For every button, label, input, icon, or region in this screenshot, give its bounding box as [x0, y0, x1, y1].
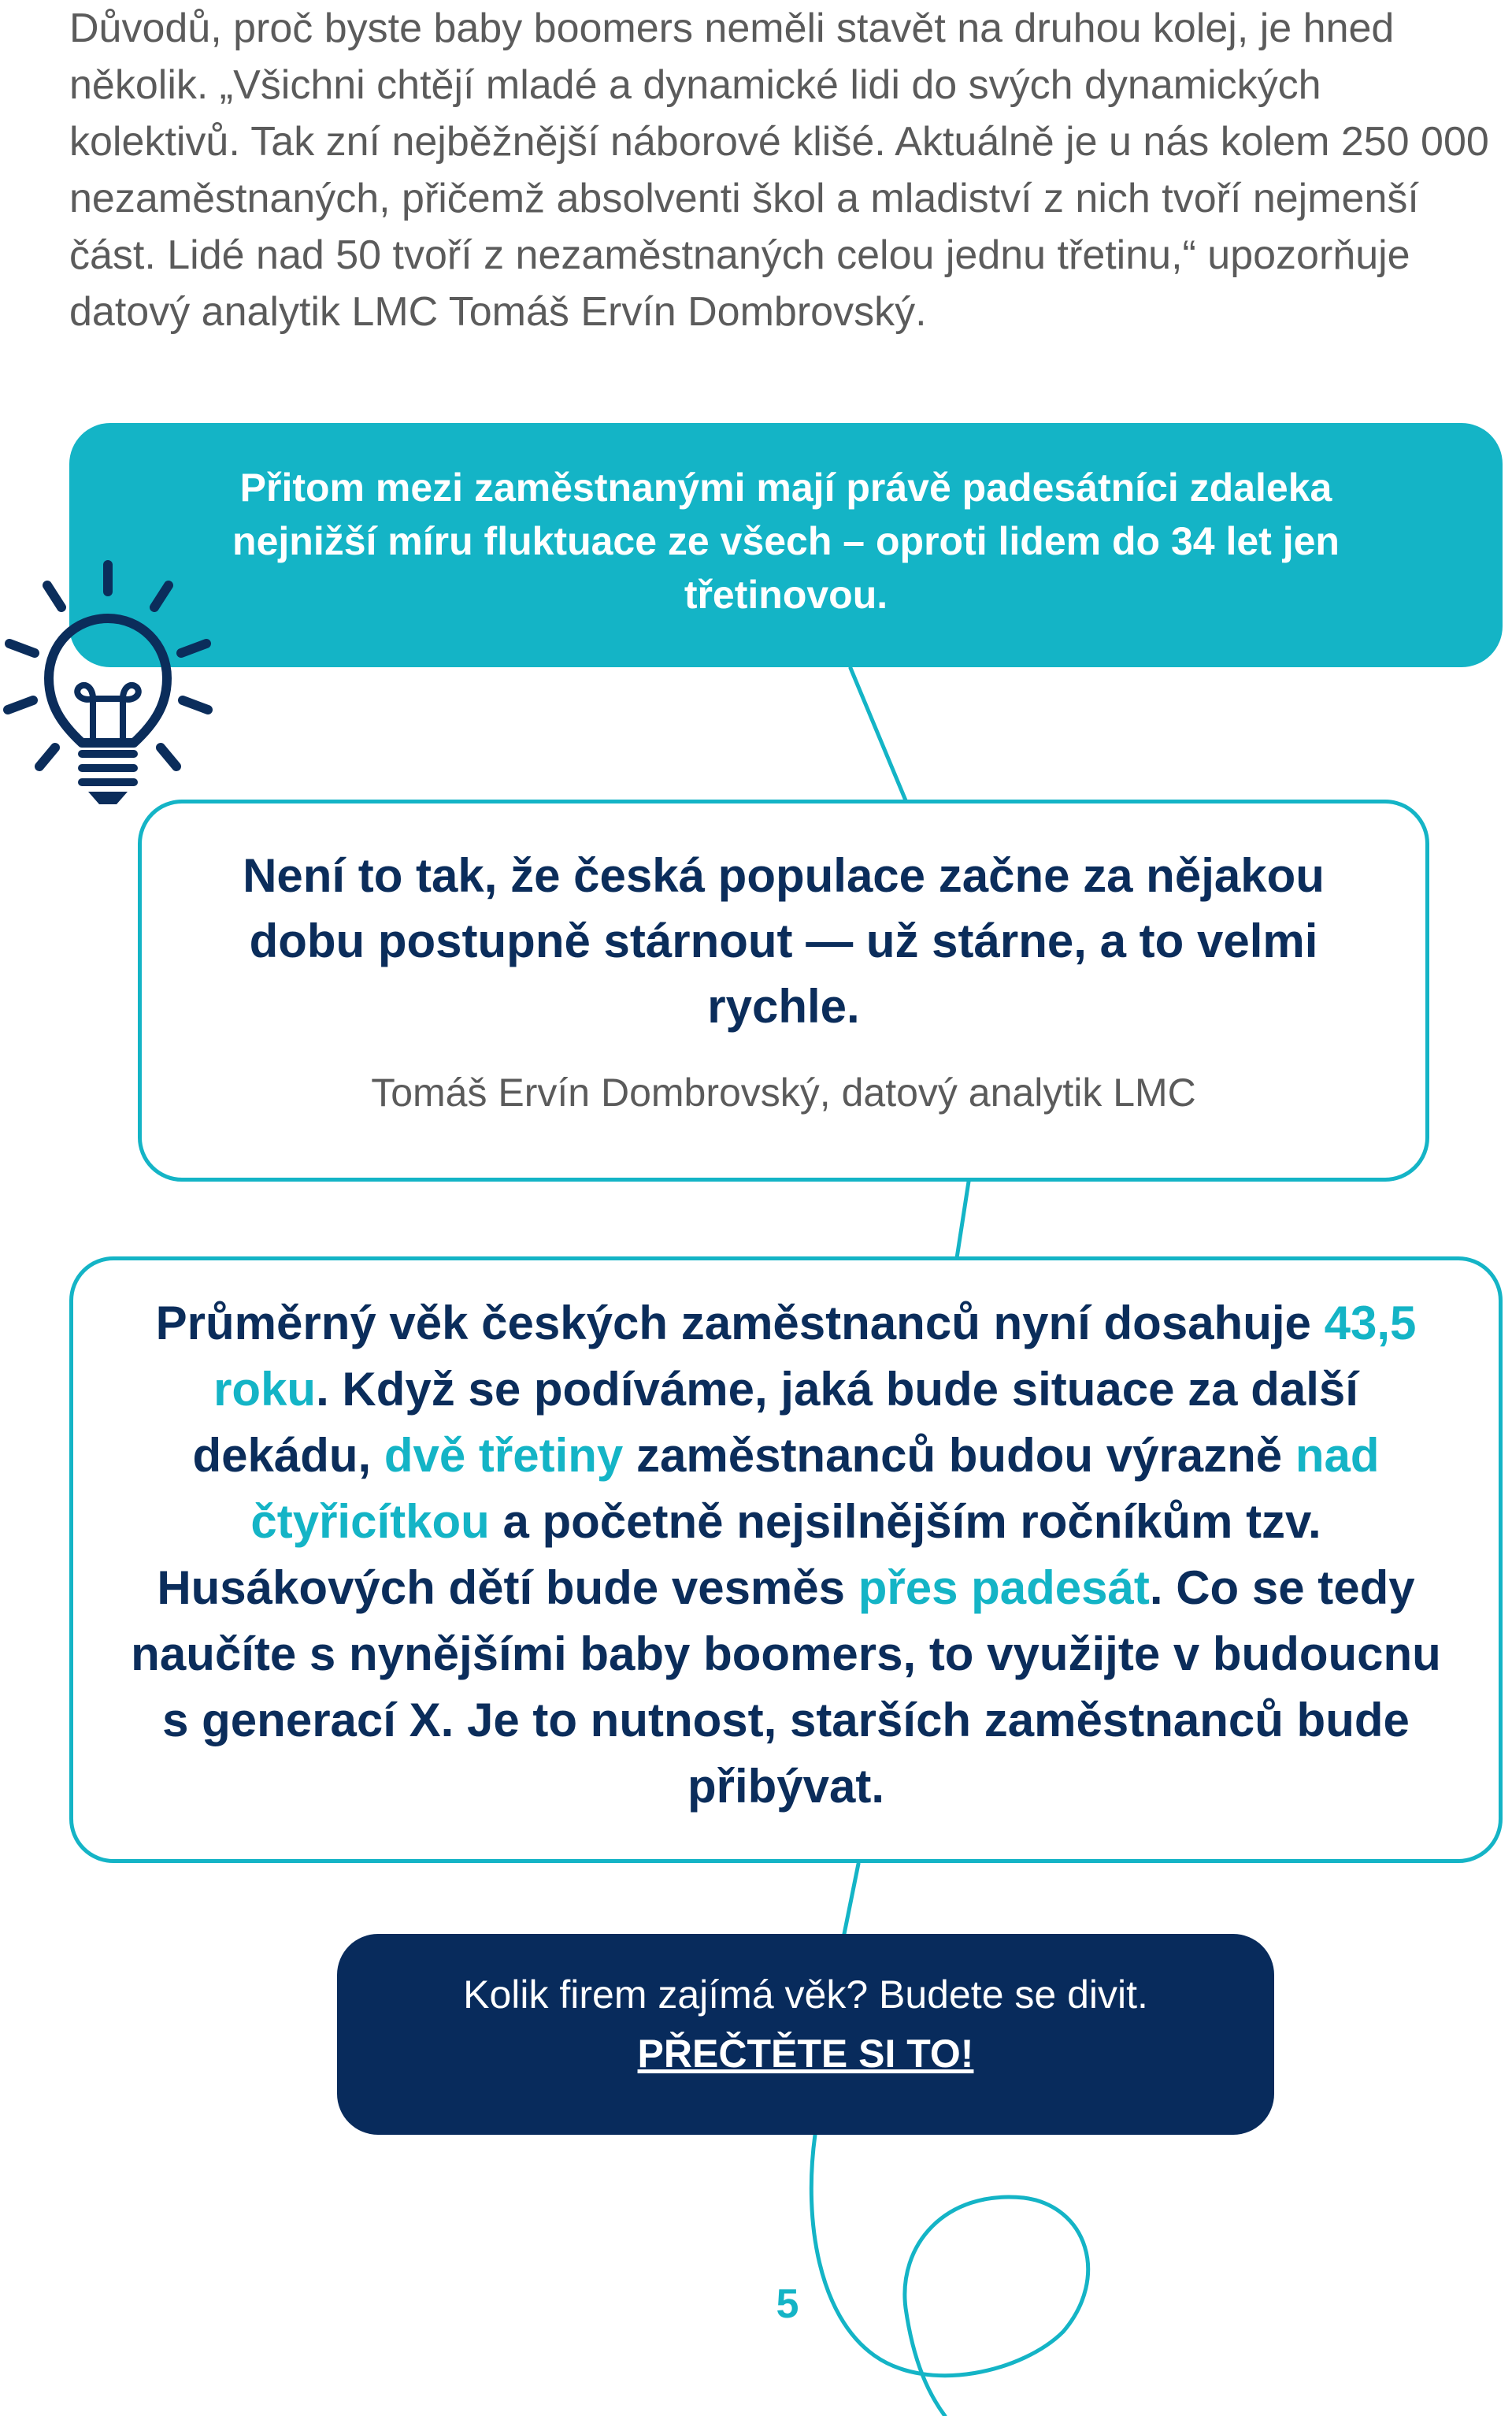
stat-text-part: Průměrný věk českých zaměstnanců nyní dosahuje: [155, 1297, 1325, 1349]
stat-highlight-average-age: 43,5 roku: [213, 1297, 1417, 1416]
stat-text-part: . Když se podíváme, jaká bude situace za další dekádu,: [192, 1363, 1358, 1482]
statistic-text: [120, 1290, 1451, 1820]
quote-box: [138, 800, 1429, 1182]
cta-text: Kolik firem zajímá věk? Budete se divit.: [463, 1973, 1148, 2017]
stat-text-part: zaměstnanců budou výrazně: [623, 1429, 1295, 1482]
quote-author: Tomáš Ervín Dombrovský, datový analytik LMC: [371, 1071, 1196, 1115]
page-number: 5: [776, 2281, 799, 2327]
lightbulb-icon: [0, 555, 220, 807]
read-more-link[interactable]: PŘEČTĚTE SI TO!: [637, 2032, 974, 2076]
read-more-banner: [337, 1934, 1274, 2135]
intro-paragraph: Důvodů, proč byste baby boomers neměli stavět na druhou kolej, je hned několik. „Všichni chtějí mladé a dynamické lidi do svých dynamických kolektivů. Tak zní nejběžnější náborové klišé. Aktuálně je u nás kolem 250 000 nezaměstnaných, přičemž absolventi škol a mladiství z nich tvoří nejmenší část. Lidé nad 50 tvoří z nezaměstnaných celou jednu třetinu,“ upozorňuje datový analytik LMC Tomáš Ervín Dombrovský.: [69, 6, 1489, 335]
stat-text-part: a početně nejsilnějším ročníkům tzv. Husákových dětí bude vesměs: [157, 1495, 1321, 1614]
statistic-box: [69, 1256, 1503, 1863]
stat-highlight-two-thirds: dvě třetiny: [384, 1429, 624, 1482]
stat-highlight-over-forty: nad čtyřicítkou: [250, 1429, 1380, 1548]
highlight-callout: [69, 423, 1503, 667]
callout-text: Přitom mezi zaměstnanými mají právě padesátníci zdaleka nejnižší míru fluktuace ze všech – oproti lidem do 34 let jen třetinovou.: [232, 466, 1340, 617]
stat-text-part: . Co se tedy naučíte s nynějšími baby boomers, to využijte v budoucnu s generací X. Je to nutnost, starších zaměstnanců bude přibývat.: [131, 1561, 1441, 1813]
stat-highlight-over-fifty: přes padesát: [858, 1561, 1150, 1614]
quote-text: Není to tak, že česká populace začne za nějakou dobu postupně stárnout — už stárne, a to velmi rychle.: [243, 849, 1325, 1033]
